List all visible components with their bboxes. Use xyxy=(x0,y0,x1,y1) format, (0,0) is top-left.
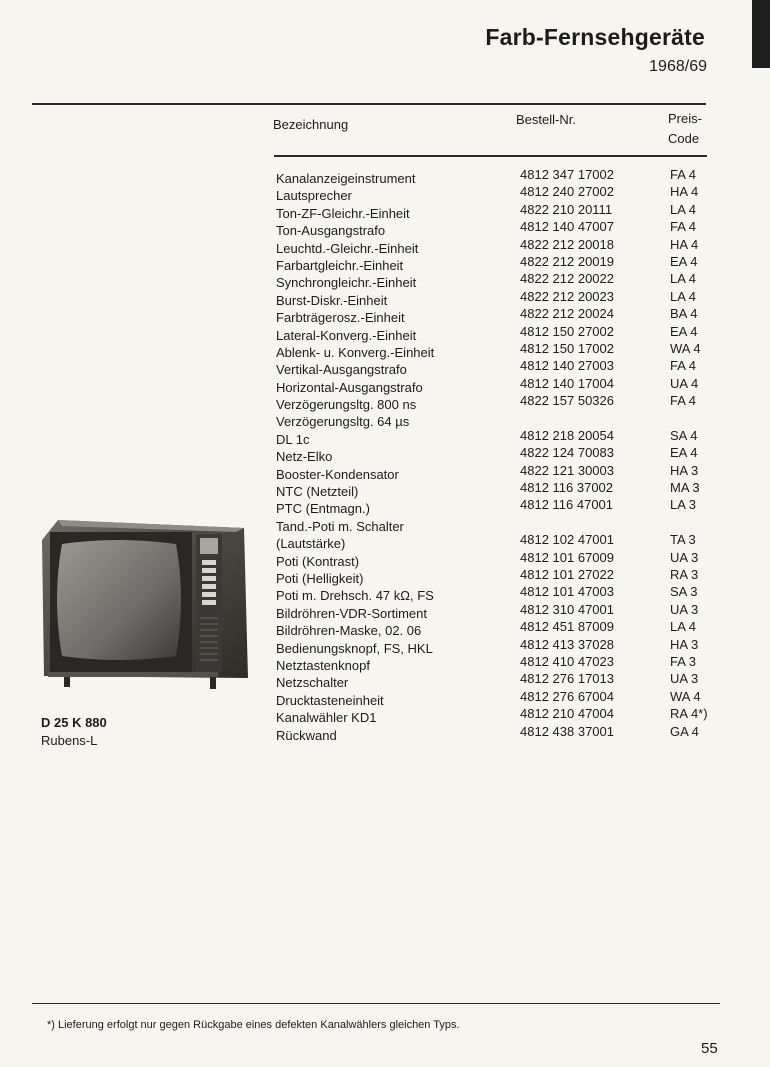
part-name: Booster-Kondensator xyxy=(276,466,399,482)
part-order-number: 4812 310 47001 xyxy=(520,601,614,617)
part-name: Vertikal-Ausgangstrafo xyxy=(276,362,407,378)
part-price-code: EA 4 xyxy=(670,253,698,269)
page-number: 55 xyxy=(701,1040,718,1057)
part-order-number: 4812 150 17002 xyxy=(520,340,614,356)
part-name: Lateral-Konverg.-Einheit xyxy=(276,327,417,343)
part-order-number: 4812 116 37002 xyxy=(520,480,614,496)
part-order-number: 4822 210 20111 xyxy=(520,201,613,217)
part-price-code: FA 3 xyxy=(670,653,697,669)
part-price-code: FA 4 xyxy=(670,167,697,182)
parts-order-number-column xyxy=(520,166,614,740)
bottom-rule xyxy=(32,1003,720,1004)
model-number: D 25 K 880 xyxy=(41,715,107,730)
part-price-code: SA 4 xyxy=(670,427,698,443)
part-price-code: HA 3 xyxy=(670,636,699,652)
part-order-number xyxy=(520,409,614,426)
part-name: Verzögerungsltg. 64 µs xyxy=(276,414,410,430)
part-name: Ton-Ausgangstrafo xyxy=(276,223,386,239)
part-name: Bedienungsknopf, FS, HKL xyxy=(276,640,433,656)
part-name: Poti m. Drehsch. 47 kΩ, FS xyxy=(276,588,434,604)
part-name: Burst-Diskr.-Einheit xyxy=(276,292,388,308)
part-order-number: 4812 210 47004 xyxy=(520,706,614,722)
part-price-code xyxy=(670,514,708,531)
part-name: Horizontal-Ausgangstrafo xyxy=(276,379,423,395)
part-name: Kanalanzeigeinstrument xyxy=(276,171,416,186)
part-name: Drucktasteneinheit xyxy=(276,692,384,708)
part-order-number: 4812 102 47001 xyxy=(520,532,614,548)
column-header-price-code-line1: Preis- xyxy=(668,111,702,126)
part-order-number: 4812 438 37001 xyxy=(520,723,614,739)
parts-name-column xyxy=(276,170,434,744)
column-header-order-number: Bestell-Nr. xyxy=(516,112,576,127)
part-order-number: 4812 413 37028 xyxy=(520,636,614,652)
part-price-code: HA 4 xyxy=(670,236,699,252)
part-order-number: 4822 212 20023 xyxy=(520,288,614,304)
header-rule xyxy=(274,155,707,157)
part-price-code: RA 3 xyxy=(670,566,699,582)
part-order-number: 4822 212 20019 xyxy=(520,253,614,269)
part-price-code: GA 4 xyxy=(670,723,699,739)
part-price-code: HA 3 xyxy=(670,462,699,478)
part-order-number: 4812 116 47001 xyxy=(520,497,614,513)
part-price-code: RA 4*) xyxy=(670,706,708,722)
part-price-code: UA 3 xyxy=(670,601,699,617)
part-price-code: MA 3 xyxy=(670,480,700,496)
part-price-code: HA 4 xyxy=(670,184,699,200)
part-order-number: 4812 276 17013 xyxy=(520,671,614,687)
part-name: Farbartgleichr.-Einheit xyxy=(276,257,404,273)
column-header-price-code-line2: Code xyxy=(668,131,700,146)
part-name: Poti (Helligkeit) xyxy=(276,570,364,586)
part-order-number: 4812 410 47023 xyxy=(520,653,614,669)
part-price-code xyxy=(670,409,708,426)
part-order-number xyxy=(520,514,614,531)
part-order-number: 4822 212 20024 xyxy=(520,306,614,322)
part-name: NTC (Netzteil) xyxy=(276,484,359,500)
part-order-number: 4812 150 27002 xyxy=(520,323,614,339)
part-name: Netz-Elko xyxy=(276,449,333,465)
part-price-code: SA 3 xyxy=(670,584,698,600)
part-order-number: 4812 140 27003 xyxy=(520,358,614,374)
part-name: Kanalwähler KD1 xyxy=(276,710,377,726)
part-price-code: WA 4 xyxy=(670,340,701,356)
part-order-number: 4822 121 30003 xyxy=(520,462,614,478)
part-name: Leuchtd.-Gleichr.-Einheit xyxy=(276,240,419,256)
part-name: Farbträgerosz.-Einheit xyxy=(276,310,405,326)
part-order-number: 4822 212 20018 xyxy=(520,236,614,252)
part-name: Rückwand xyxy=(276,727,337,743)
part-order-number: 4812 218 20054 xyxy=(520,427,614,443)
page-edge-tab xyxy=(752,0,770,68)
part-price-code: LA 4 xyxy=(670,271,697,287)
part-price-code: LA 4 xyxy=(670,288,697,304)
part-order-number: 4812 347 17002 xyxy=(520,167,614,182)
part-price-code: FA 4 xyxy=(670,358,697,374)
model-name: Rubens-L xyxy=(41,733,98,748)
part-name: Ton-ZF-Gleichr.-Einheit xyxy=(276,205,410,221)
part-name: Synchrongleichr.-Einheit xyxy=(276,275,417,291)
part-name: Netzschalter xyxy=(276,675,349,691)
part-order-number: 4812 240 27002 xyxy=(520,184,614,200)
top-rule xyxy=(32,103,706,105)
part-price-code: TA 3 xyxy=(670,532,696,548)
parts-price-code-column xyxy=(670,166,708,740)
part-price-code: LA 4 xyxy=(670,201,697,217)
part-name: Tand.-Poti m. Schalter xyxy=(276,518,404,534)
part-order-number: 4822 157 50326 xyxy=(520,393,614,409)
part-price-code: WA 4 xyxy=(670,688,701,704)
column-header-price-code xyxy=(668,109,718,149)
part-name: (Lautstärke) xyxy=(276,536,346,552)
part-order-number: 4812 101 47003 xyxy=(520,584,614,600)
column-header-name: Bezeichnung xyxy=(273,117,349,132)
part-name: Bildröhren-Maske, 02. 06 xyxy=(276,623,422,639)
part-order-number: 4812 101 27022 xyxy=(520,566,614,582)
part-price-code: FA 4 xyxy=(670,219,697,235)
part-name: Ablenk- u. Konverg.-Einheit xyxy=(276,344,435,360)
part-price-code: BA 4 xyxy=(670,306,698,322)
part-order-number: 4812 140 17004 xyxy=(520,375,614,391)
part-order-number: 4812 276 67004 xyxy=(520,688,614,704)
part-order-number: 4812 101 67009 xyxy=(520,549,614,565)
page-title: Farb-Fernsehgeräte xyxy=(485,24,705,50)
part-name: Netztastenknopf xyxy=(276,657,370,673)
part-price-code: EA 4 xyxy=(670,445,698,461)
part-name: Poti (Kontrast) xyxy=(276,553,360,569)
part-order-number: 4822 212 20022 xyxy=(520,271,614,287)
part-order-number: 4812 140 47007 xyxy=(520,219,614,235)
part-price-code: FA 4 xyxy=(670,393,697,409)
part-order-number: 4812 451 87009 xyxy=(520,619,614,635)
page-subtitle: 1968/69 xyxy=(649,58,707,75)
part-price-code: EA 4 xyxy=(670,323,698,339)
part-name: PTC (Entmagn.) xyxy=(276,501,370,517)
part-name: Bildröhren-VDR-Sortiment xyxy=(276,605,427,621)
part-order-number: 4822 124 70083 xyxy=(520,445,614,461)
television-set-image xyxy=(40,518,252,693)
part-price-code: LA 4 xyxy=(670,619,697,635)
part-price-code: UA 3 xyxy=(670,549,699,565)
part-price-code: LA 3 xyxy=(670,497,697,513)
part-price-code: UA 4 xyxy=(670,375,699,391)
part-name: Lautsprecher xyxy=(276,188,352,204)
part-name: Verzögerungsltg. 800 ns xyxy=(276,397,417,413)
part-price-code: UA 3 xyxy=(670,671,699,687)
part-name: DL 1c xyxy=(276,431,310,447)
footnote: *) Lieferung erfolgt nur gegen Rückgabe eines defekten Kanalwählers gleichen Typs. xyxy=(47,1019,460,1031)
